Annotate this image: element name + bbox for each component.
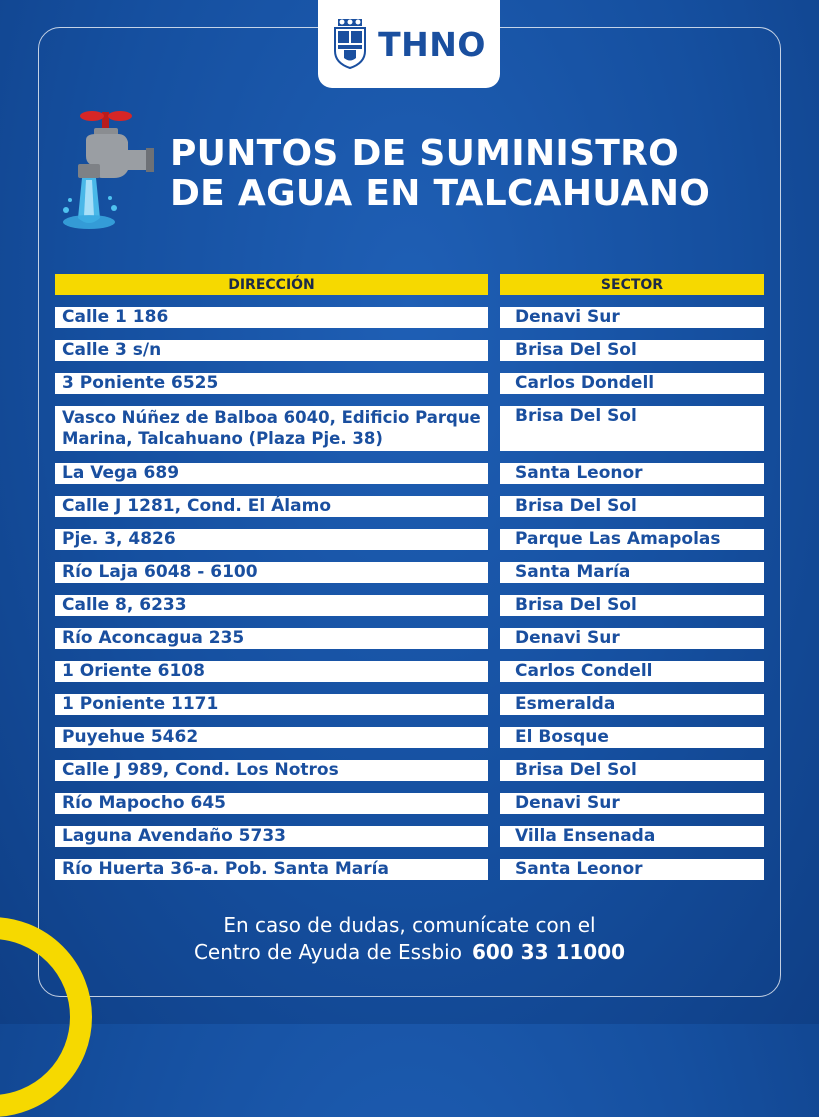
table-row (55, 595, 764, 616)
sector-cell: Brisa Del Sol (500, 496, 764, 517)
help-phone-number: 600 33 11000 (471, 940, 626, 964)
table-header (55, 274, 764, 295)
address-cell: Río Aconcagua 235 (55, 628, 488, 649)
address-cell: Calle J 1281, Cond. El Álamo (55, 496, 488, 517)
address-cell: Calle 1 186 (55, 307, 488, 328)
footer-help-center: Centro de Ayuda de Essbio (193, 940, 462, 964)
address-cell: Laguna Avendaño 5733 (55, 826, 488, 847)
sector-cell: Parque Las Amapolas (500, 529, 764, 550)
address-cell: La Vega 689 (55, 463, 488, 484)
sector-cell: Santa Leonor (500, 463, 764, 484)
table-row (55, 340, 764, 361)
address-cell: 3 Poniente 6525 (55, 373, 488, 394)
address-cell: Río Mapocho 645 (55, 793, 488, 814)
table-row (55, 373, 764, 394)
table-row (55, 529, 764, 550)
title-line-1: PUNTOS DE SUMINISTRO (170, 133, 680, 174)
address-cell: Río Huerta 36-a. Pob. Santa María (55, 859, 488, 880)
address-cell: Calle 3 s/n (55, 340, 488, 361)
sector-cell: Brisa Del Sol (500, 340, 764, 361)
sector-cell: Carlos Dondell (500, 373, 764, 394)
sector-cell: Brisa Del Sol (500, 595, 764, 616)
sector-cell: Carlos Condell (500, 661, 764, 682)
municipal-crest-icon (332, 19, 368, 69)
brand-name: THNO (378, 24, 486, 64)
sector-cell: Denavi Sur (500, 307, 764, 328)
sector-cell: Esmeralda (500, 694, 764, 715)
footer-note (0, 912, 819, 966)
table-row (55, 307, 764, 328)
sector-cell: Denavi Sur (500, 628, 764, 649)
table-row (55, 826, 764, 847)
address-cell: Calle 8, 6233 (55, 595, 488, 616)
table-row (55, 859, 764, 880)
footer-line-2 (0, 939, 819, 966)
sector-cell: Brisa Del Sol (500, 406, 764, 451)
header-address: DIRECCIÓN (55, 274, 488, 295)
water-faucet-icon (56, 106, 156, 236)
address-cell: Río Laja 6048 - 6100 (55, 562, 488, 583)
sector-cell: Brisa Del Sol (500, 760, 764, 781)
logo-badge (318, 0, 500, 88)
header-sector: SECTOR (500, 274, 764, 295)
table-row (55, 496, 764, 517)
table-row (55, 661, 764, 682)
address-cell: Puyehue 5462 (55, 727, 488, 748)
address-cell: Calle J 989, Cond. Los Notros (55, 760, 488, 781)
footer-line-1: En caso de dudas, comunícate con el (223, 913, 596, 937)
sector-cell: Villa Ensenada (500, 826, 764, 847)
table-row (55, 793, 764, 814)
sector-cell: Denavi Sur (500, 793, 764, 814)
table-row (55, 406, 764, 451)
page-title (170, 134, 790, 214)
table-row (55, 694, 764, 715)
address-cell: 1 Poniente 1171 (55, 694, 488, 715)
address-cell: 1 Oriente 6108 (55, 661, 488, 682)
table-row (55, 463, 764, 484)
table-body (55, 307, 764, 880)
sector-cell: El Bosque (500, 727, 764, 748)
supply-points-table (55, 274, 764, 892)
address-cell: Pje. 3, 4826 (55, 529, 488, 550)
title-line-2: DE AGUA EN TALCAHUANO (170, 173, 711, 214)
table-row (55, 628, 764, 649)
table-row (55, 760, 764, 781)
table-row (55, 562, 764, 583)
sector-cell: Santa Leonor (500, 859, 764, 880)
table-row (55, 727, 764, 748)
sector-cell: Santa María (500, 562, 764, 583)
address-cell: Vasco Núñez de Balboa 6040, Edificio Parque Marina, Talcahuano (Plaza Pje. 38) (55, 406, 488, 451)
